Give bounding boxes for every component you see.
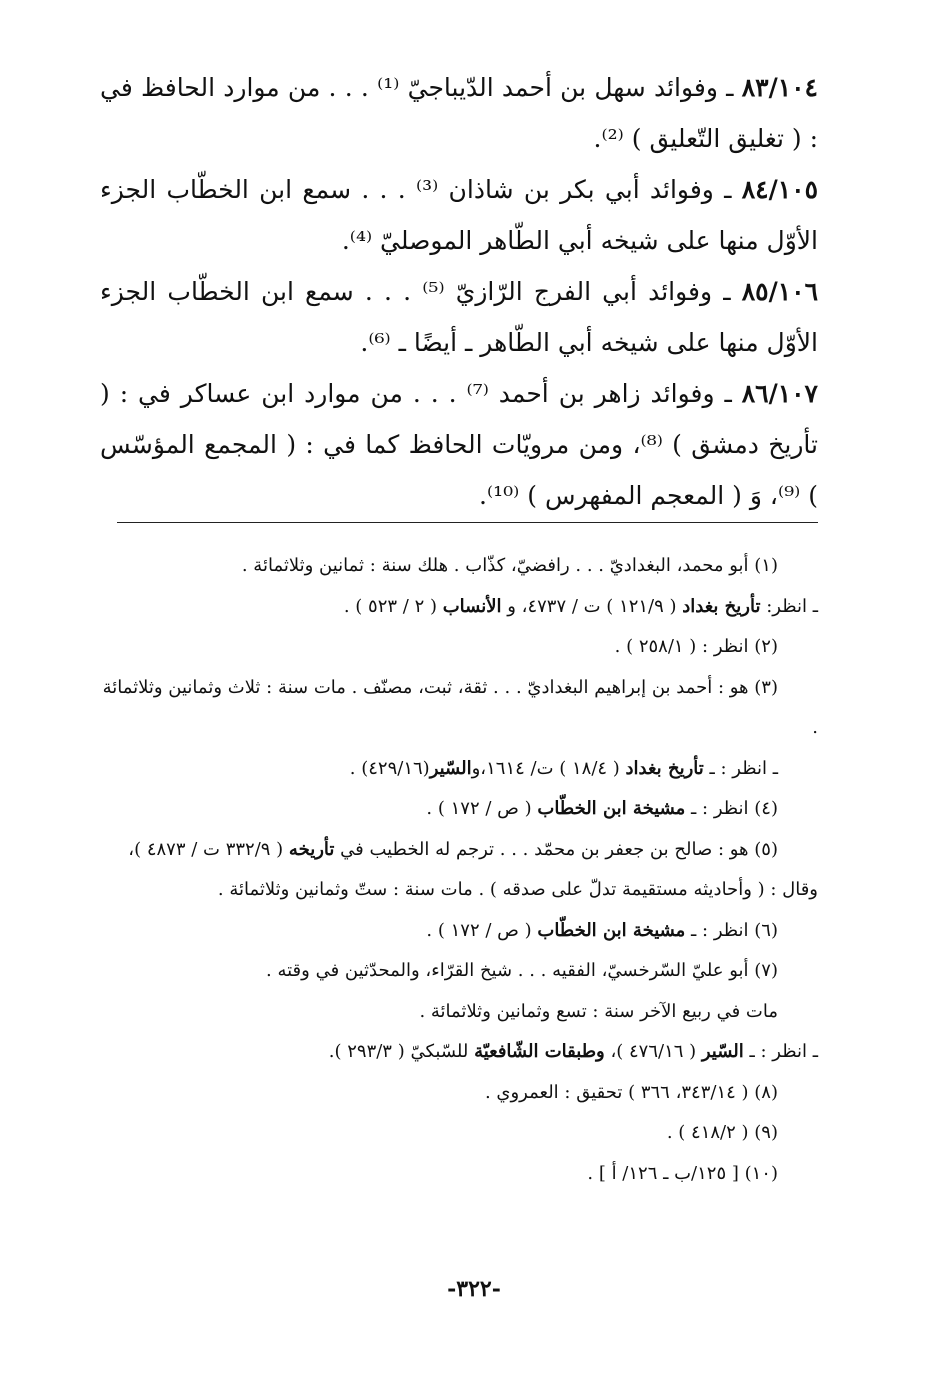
footnote-3: (٣) هو : أحمد بن إبراهيم البغداديّ . . . ثقة، ثبت، مصنّف . مات سنة : ثلاث وثمانين وثلاثمائة . bbox=[102, 676, 818, 738]
entry-number: ٨٦/١٠٧ bbox=[741, 379, 818, 408]
footnote-1-reference: ـ انظر: تأريخ بغداد ( ١٢١/٩ ) ت / ٤٧٣٧، و الأنساب ( ٢ / ٥٢٣ ) . bbox=[343, 595, 818, 617]
footnote-7: (٧) أبو عليّ السّرخسيّ، الفقيه . . . شيخ القرّاء، والمحدّثين في وقته . bbox=[266, 960, 778, 981]
footnote-7-reference: ـ انظر : ـ السّير ( ٤٧٦/١٦ )، وطبقات الشّافعيّة للسّبكيّ ( ٢٩٣/٣ ). bbox=[328, 1041, 818, 1062]
entry-number: ٨٤/١٠٥ bbox=[741, 175, 819, 204]
book-title: مشيخة ابن الخطّاب bbox=[537, 798, 686, 819]
footnote-7-death: مات في ربيع الآخر سنة : تسع وثمانين وثلاثمائة . bbox=[419, 1000, 778, 1022]
footnote-8: (٨) ( ٣٤٣/١٤، ٣٦٦ ) تحقيق : العمروي . bbox=[484, 1081, 778, 1103]
footnote-4: (٤) انظر : ـ مشيخة ابن الخطّاب ( ص / ١٧٢ ) . bbox=[426, 798, 778, 819]
footnote-2: (٢) انظر : ( ٢٥٨/١ ) . bbox=[614, 636, 778, 657]
footnote-separator bbox=[117, 522, 818, 523]
entry-number: ٨٥/١٠٦ bbox=[741, 277, 819, 306]
book-title: مشيخة ابن الخطّاب bbox=[537, 919, 686, 941]
entry-text: ـ وفوائد أبي الفرج الرّازيّ ⁽⁵⁾ . . . سمع ابن الخطّاب الجزء الأوّل منها على شيخه أبي الطّاهر ـ أيضًا ـ ⁽⁶⁾. bbox=[100, 277, 818, 357]
entry-text: ـ وفوائد أبي بكر بن شاذان ⁽³⁾ . . . سمع ابن الخطّاب الجزء الأوّل منها على شيخه أبي الطّاهر الموصليّ ⁽⁴⁾. bbox=[100, 175, 818, 255]
entry-number: ٨٣/١٠٤ bbox=[741, 73, 818, 102]
entry-107 bbox=[100, 368, 818, 521]
book-title: السّير bbox=[701, 1041, 744, 1062]
footnote-1: (١) أبو محمد، البغداديّ . . . رافضيّ، كذّاب . هلك سنة : ثمانين وثلاثمائة . bbox=[241, 555, 778, 576]
main-text bbox=[100, 62, 818, 521]
footnote-9: (٩) ( ٤١٨/٢ ) . bbox=[666, 1122, 778, 1143]
book-title: السّير bbox=[429, 757, 472, 779]
footnote-6: (٦) انظر : ـ مشيخة ابن الخطّاب ( ص / ١٧٢ ) . bbox=[426, 919, 778, 941]
entry-text: ـ وفوائد سهل بن أحمد الدّيباجيّ ⁽¹⁾ . . . من موارد الحافظ في : ( تغليق التّعليق ) ⁽²⁾. bbox=[100, 73, 818, 153]
footnote-5: (٥) هو : صالح بن جعفر بن محمّد . . . ترجم له الخطيب في تأريخه ( ٣٣٢/٩ ت / ٤٨٧٣ )، وقال : ( وأحاديثه مستقيمة تدلّ على صدقه ) . مات سنة : ستّ وثمانين وثلاثمائة . bbox=[128, 838, 818, 900]
book-title: تأريخ بغداد bbox=[625, 757, 704, 779]
footnotes bbox=[100, 546, 818, 1194]
book-title: الأنساب bbox=[442, 595, 502, 617]
footnote-3-reference: ـ انظر : ـ تأريخ بغداد ( ١٨/٤ ) ت/ ١٦١٤،والسّير(٤٢٩/١٦) . bbox=[349, 757, 778, 779]
book-title: وطبقات الشّافعيّة bbox=[474, 1041, 605, 1062]
footnote-10: (١٠) [ ١٢٥/ب ـ ١٢٦/ أ ] . bbox=[587, 1162, 778, 1184]
book-title: تأريخه bbox=[288, 838, 335, 860]
book-title: تأريخ بغداد bbox=[682, 595, 761, 617]
entry-105 bbox=[100, 164, 818, 266]
entry-text: ـ وفوائد زاهر بن أحمد ⁽⁷⁾ . . . من موارد ابن عساكر في : ( تأريخ دمشق ) ⁽⁸⁾، ومن مرويّات الحافظ كما في : ( المجمع المؤسّس ) ⁽⁹⁾، وَ ( المعجم المفهرس ) ⁽¹⁰⁾. bbox=[100, 379, 818, 510]
entry-106 bbox=[100, 266, 818, 368]
entry-104 bbox=[100, 62, 818, 164]
page-number: -٣٢٢- bbox=[447, 1276, 501, 1302]
